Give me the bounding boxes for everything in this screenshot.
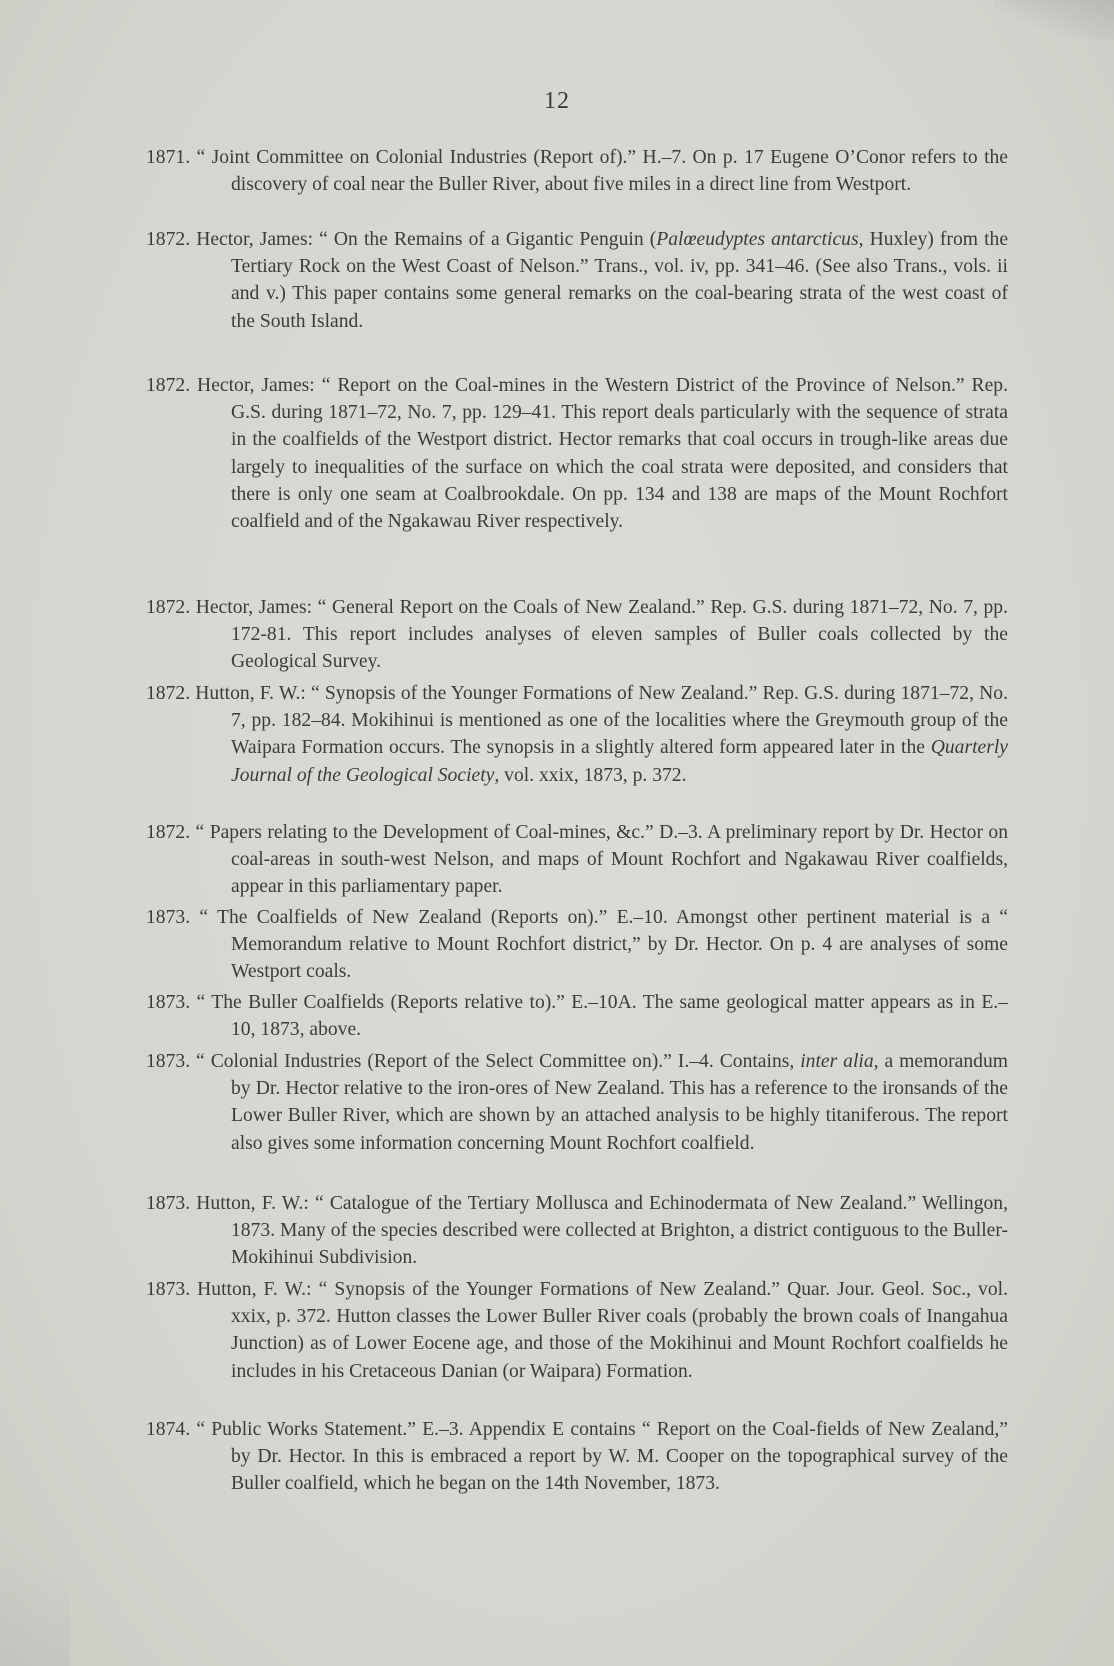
entry-text: “ Colonial Industries (Report of the Select Committee on).” I.–4. Contains,: [196, 1051, 801, 1072]
entry-text: , vol. xxix, 1873, p. 372.: [494, 764, 687, 786]
entry-year: 1871.: [146, 147, 197, 168]
entry-year: 1873.: [146, 1193, 197, 1214]
entry-text: “ Papers relating to the Development of Coal-mines, &c.” D.–3. A preliminary report by Dr. Hector on coal-areas in south-west Nelson, and maps of Mount Rochfort and Ngakawau River coalfields, appear in this parliamentary paper.: [195, 822, 1009, 898]
bibliography-entry: [146, 144, 1008, 198]
entry-year: 1872.: [146, 683, 196, 704]
entry-text: “ Public Works Statement.” E.–3. Appendix E contains “ Report on the Coal-fields of New Zealand,” by Dr. Hector. In this is embraced a report by W. M. Cooper on the topographical survey of the Buller coalfield, which he began on the 14th November, 1873.: [196, 1419, 1009, 1495]
entry-year: 1874.: [146, 1419, 197, 1440]
paper-stain-bottom-left: [0, 1506, 70, 1666]
paper-stain-top-right: [994, 0, 1114, 40]
entry-text: , Huxley) from the Tertiary Rock on the West Coast of Nelson.” Trans., vol. iv, pp. 341–46. (See also Trans., vols. ii and v.) This paper contains some general remarks on the coal-bearing strata of the west coast of the South Island.: [231, 229, 1009, 332]
entry-year: 1872.: [146, 229, 197, 250]
entry-year: 1873.: [146, 1279, 198, 1300]
entry-text: Hector, James: “ On the Remains of a Gigantic Penguin (: [196, 229, 657, 250]
bibliography-entry: [146, 1048, 1008, 1157]
bibliography-entry: [146, 904, 1008, 986]
entry-text: Hector, James: “ General Report on the Coals of New Zealand.” Rep. G.S. during 1871–72, No. 7, pp. 172-81. This report includes analyses of eleven samples of Buller coals collected by the Geological Survey.: [195, 597, 1008, 673]
bibliography-entry: [146, 372, 1008, 535]
entry-text: Hutton, F. W.: “ Synopsis of the Younger Formations of New Zealand.” Rep. G.S. during 1871–72, No. 7, pp. 182–84. Mokihinui is mentioned as one of the localities where the Greymouth group of the Waipara Formation occurs. The synopsis in a slightly altered form appeared later in the: [195, 683, 1008, 759]
page-number: 12: [544, 88, 570, 114]
entry-smallcaps: A: [617, 992, 632, 1013]
entry-year: 1873.: [146, 907, 200, 928]
entry-text: a memorandum by Dr. Hector relative to the iron-ores of New Zealand. This has a reference to the ironsands of the Lower Buller River, which are shown by an attached analysis to be highly titaniferous. The report also gives some information concerning Mount Rochfort coalfield.: [231, 1051, 1008, 1154]
entry-year: 1873.: [146, 1051, 197, 1072]
bibliography-entry: [146, 989, 1008, 1043]
entry-year: 1872.: [146, 822, 196, 843]
entry-year: 1873.: [146, 992, 197, 1013]
entry-italic: inter alia,: [800, 1051, 879, 1072]
entry-text: “ The Buller Coalfields (Reports relative to).” E.–10: [196, 992, 618, 1013]
entry-text: Hutton, F. W.: “ Synopsis of the Younger Formations of New Zealand.” Quar. Jour. Geol. Soc., vol. xxix, p. 372. Hutton classes the Lower Buller River coals (probably the brown coals of Inangahua Junction) as of Lower Eocene age, and those of the Mokihinui and Mount Rochfort coalfields he includes in his Cretaceous Danian (or Waipara) Formation.: [197, 1279, 1008, 1382]
entry-text: “ The Coalfields of New Zealand (Reports on).” E.–10. Amongst other pertinent material is a “ Memorandum relative to Mount Rochfort district,” by Dr. Hector. On p. 4 are analyses of some Westport coals.: [199, 907, 1008, 983]
entry-year: 1872.: [146, 597, 196, 618]
bibliography-entry: [146, 226, 1008, 335]
entry-text: . The same geological matter appears as in E.–10, 1873, above.: [231, 992, 1009, 1041]
entry-text: Hector, James: “ Report on the Coal-mines in the Western District of the Province of Nelson.” Rep. G.S. during 1871–72, No. 7, pp. 129–41. This report deals particularly with the sequence of strata in the coalfields of the Westport district. Hector remarks that coal occurs in trough-like areas due largely to inequalities of the surface on which the coal strata were deposited, and considers that there is only one seam at Coalbrookdale. On pp. 134 and 138 are maps of the Mount Rochfort coalfield and of the Ngakawau River respectively.: [197, 375, 1008, 533]
entry-italic: Palœeudyptes antarcticus: [656, 229, 859, 250]
entry-text: Hutton, F. W.: “ Catalogue of the Tertiary Mollusca and Echinodermata of New Zealand.” Wellingon, 1873. Many of the species described were collected at Brighton, a district contiguous to the Buller-Mokihinui Subdivision.: [196, 1193, 1008, 1269]
bibliography-entry: [146, 680, 1008, 789]
bibliography-entry: [146, 1416, 1008, 1498]
bibliography-entry: [146, 819, 1008, 901]
entry-text: “ Joint Committee on Colonial Industries (Report of).” H.–7. On p. 17 Eugene O’Conor refers to the discovery of coal near the Buller River, about five miles in a direct line from Westport.: [196, 147, 1009, 196]
bibliography-entry: [146, 594, 1008, 676]
entry-italic: Quarterly Journal of the Geological Society: [231, 737, 1008, 786]
bibliography-entry: [146, 1190, 1008, 1272]
entry-year: 1872.: [146, 375, 198, 396]
bibliography-entry: [146, 1276, 1008, 1385]
